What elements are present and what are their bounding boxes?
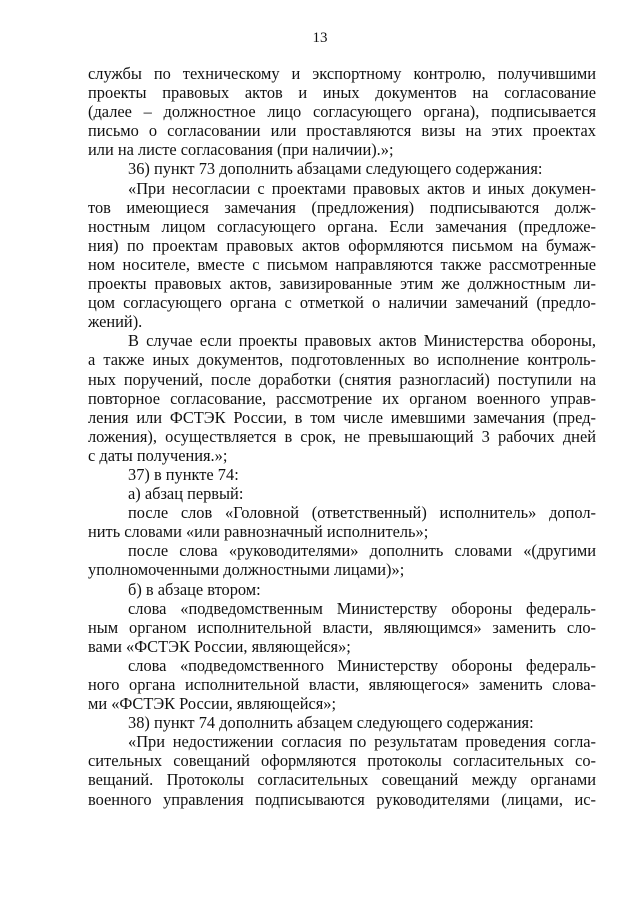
- text-line: после слов «Головной (ответственный) исполнитель» допол-: [128, 503, 596, 523]
- text-line: с даты получения.»;: [88, 445, 228, 465]
- text-line: вещаний. Протоколы согласительных совещаний между органами: [88, 770, 596, 790]
- page-number: 13: [312, 30, 328, 46]
- text-line: ми «ФСТЭК России, являющейся»;: [88, 694, 337, 714]
- text-line: б) в абзаце втором:: [128, 579, 261, 599]
- text-line: письмо о согласовании или проставляются визы на этих проектах: [88, 121, 596, 141]
- text-line: 38) пункт 74 дополнить абзацем следующего содержания:: [128, 713, 534, 733]
- text-line: «При несогласии с проектами правовых актов и иных докумен-: [128, 178, 596, 198]
- text-line: вами «ФСТЭК России, являющейся»;: [88, 636, 351, 656]
- text-line: сительных совещаний оформляются протоколы согласительных со-: [88, 751, 596, 771]
- text-line: проекты правовых актов и иных документов на согласование: [88, 83, 596, 103]
- text-line: В случае если проекты правовых актов Министерства обороны,: [128, 331, 596, 351]
- text-line: а) абзац первый:: [128, 484, 244, 504]
- text-line: «При недостижении согласия по результатам проведения согла-: [128, 732, 596, 752]
- text-line: ностным лицом согласующего органа. Если замечания (предложе-: [88, 216, 596, 236]
- text-line: после слова «руководителями» дополнить словами «(другими: [128, 541, 596, 561]
- text-line: ния) по проектам правовых актов оформляются письмом на бумаж-: [88, 235, 596, 255]
- text-line: нить словами «или равнозначный исполнитель»;: [88, 522, 429, 542]
- text-line: слова «подведомственного Министерству обороны федераль-: [128, 655, 596, 675]
- text-line: повторное согласование, рассмотрение их органом военного управ-: [88, 388, 596, 408]
- text-line: ных поручений, после доработки (снятия разногласий) поступили на: [88, 369, 596, 389]
- text-line: ном носителе, вместе с письмом направляются также рассмотренные: [88, 254, 596, 274]
- text-line: тов имеющиеся замечания (предложения) подписываются долж-: [88, 197, 596, 217]
- text-line: 36) пункт 73 дополнить абзацами следующего содержания:: [128, 159, 543, 179]
- text-line: военного управления подписываются руководителями (лицами, ис-: [88, 789, 596, 809]
- text-line: уполномоченными должностными лицами)»;: [88, 560, 405, 580]
- text-line: ного органа исполнительной власти, являющегося» заменить слова-: [88, 675, 596, 694]
- text-line: а также иных документов, подготовленных во исполнение контроль-: [88, 350, 596, 370]
- document-body: [88, 64, 596, 809]
- text-line: 37) в пункте 74:: [128, 464, 239, 484]
- text-line: жений).: [88, 312, 143, 332]
- text-line: (далее – должностное лицо согласующего органа), подписывается: [88, 102, 596, 122]
- text-line: ным органом исполнительной власти, являющимся» заменить сло-: [88, 617, 596, 637]
- text-line: или на листе согласования (при наличии).»;: [88, 140, 394, 160]
- text-line: слова «подведомственным Министерству обороны федераль-: [128, 598, 596, 618]
- text-line: ления или ФСТЭК России, в том числе имевшими замечания (пред-: [88, 407, 596, 427]
- text-line: цом согласующего органа с отметкой о наличии замечаний (предло-: [88, 293, 596, 313]
- text-line: проекты правовых актов, завизированные этим же должностным ли-: [88, 274, 596, 294]
- text-line: службы по техническому и экспортному контролю, получившими: [88, 64, 596, 83]
- text-line: ложения), осуществляется в срок, не превышающий 3 рабочих дней: [88, 426, 596, 446]
